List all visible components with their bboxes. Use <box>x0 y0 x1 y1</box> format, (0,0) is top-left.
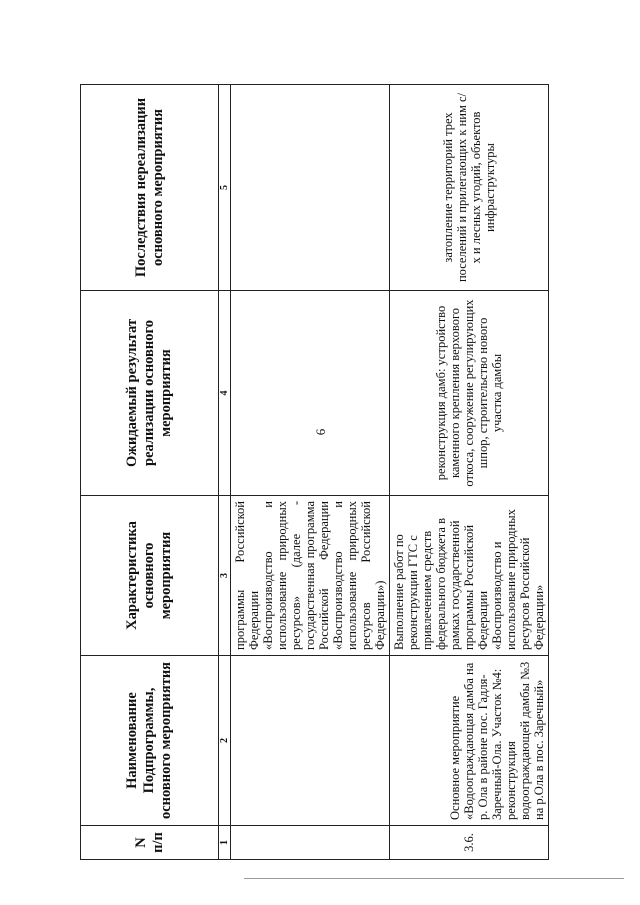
row-result <box>231 291 390 496</box>
column-number-row <box>219 85 231 860</box>
header-row <box>81 85 219 860</box>
column-number: 3 <box>219 496 231 656</box>
header-name: Наименование Подпрограммы, основного мероприятия <box>81 656 219 826</box>
row-characteristic: Выполнение работ по реконструкции ГТС с привлечением средств федерального бюджета в рамках государственной программы Российской Федерации «Воспроизводство и использование природных ресурсов Российской Федерации» <box>390 496 549 656</box>
column-number: 2 <box>219 656 231 826</box>
column-number: 4 <box>219 291 231 496</box>
header-result: Ожидаемый результат реализации основного мероприятия <box>81 291 219 496</box>
row-characteristic: программы Российской Федерации «Воспроизводство и использование природных ресурсов» (далее - государственная программа Российской Федерации «Воспроизводство и использование природных ресурсов Российской Федерации») <box>231 496 390 656</box>
row-consequences <box>231 85 390 291</box>
footer-divider <box>244 878 624 879</box>
row-num: 3.6. <box>390 826 549 860</box>
column-number: 1 <box>219 826 231 860</box>
row-num <box>231 826 390 860</box>
row-consequences: затопление территорий трех поселений и прилегающих к ним с/х и лесных угодий, объектов инфраструктуры <box>390 85 549 291</box>
column-number: 5 <box>219 85 231 291</box>
rotated-table-container <box>80 85 546 860</box>
header-characteristic: Характеристика основного мероприятия <box>81 496 219 656</box>
activities-table <box>80 84 549 860</box>
row-name: Основное мероприятие «Водоограждающая дамба на р. Ола в районе пос. Гадля-Заречный-Ола. Участок №4: реконструкция водоограждающей дамбы №3 на р.Ола в пос. Заречный» <box>390 656 549 826</box>
row-name <box>231 656 390 826</box>
table-row <box>231 85 390 860</box>
header-consequences: Последствия нереализации основного мероприятия <box>81 85 219 291</box>
row-result: реконструкция дамб: устройство каменного крепления верхового откоса, сооружение регулирующих шпор, строительство нового участка дамбы <box>390 291 549 496</box>
page-number: 6 <box>313 428 328 436</box>
header-num: N п/п <box>81 826 219 860</box>
table-row <box>390 85 549 860</box>
